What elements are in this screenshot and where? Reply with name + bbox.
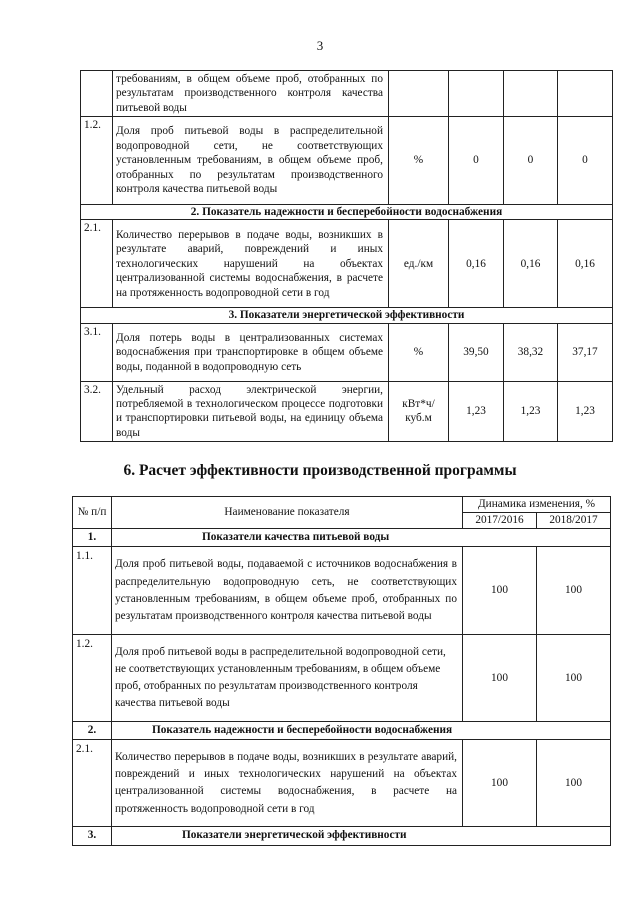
row-number: 1.2. — [73, 635, 112, 722]
row-value-2: 100 — [537, 547, 611, 635]
section-heading: Показатели качества питьевой воды — [112, 529, 611, 547]
row-unit: ед./км — [389, 220, 449, 308]
row-number: 1.2. — [81, 117, 113, 205]
section-row — [73, 722, 611, 740]
section-number: 2. — [73, 722, 112, 740]
section-heading: Показатели энергетической эффективности — [112, 827, 611, 845]
row-number: 3.1. — [81, 323, 113, 381]
row-value-2: 100 — [537, 740, 611, 827]
table-row — [73, 740, 611, 827]
row-value-2: 38,32 — [504, 323, 558, 381]
row-value-1: 100 — [463, 635, 537, 722]
row-number: 2.1. — [73, 740, 112, 827]
section-number: 3. — [73, 827, 112, 845]
row-unit: % — [389, 323, 449, 381]
row-description: Доля проб питьевой воды в распределительной водопроводной сети, не соответствующих установленным требованиям, в общем объеме проб, отобранных по результатам производственного контроля качества питьевой воды — [112, 635, 463, 722]
page-number: 3 — [316, 38, 324, 53]
table-row — [81, 220, 613, 308]
row-value-1: 1,23 — [449, 381, 504, 441]
row-number: 2.1. — [81, 220, 113, 308]
section-heading: 2. Показатель надежности и бесперебойности водоснабжения — [81, 205, 613, 220]
row-unit: % — [389, 117, 449, 205]
table-row — [73, 635, 611, 722]
row-unit: кВт*ч/ куб.м — [389, 381, 449, 441]
section-row — [81, 308, 613, 323]
row-value-2: 0 — [504, 117, 558, 205]
section-title: 6. Расчет эффективности производственной программы — [123, 462, 517, 479]
row-number: 1.1. — [73, 547, 112, 635]
row-description: Количество перерывов в подаче воды, возникших в результате аварий, повреждений и иных технологических нарушений на объектах централизованной системы водоснабжения, в расчете на протяженность водопроводной сети в год — [113, 220, 389, 308]
row-value-2: 100 — [537, 635, 611, 722]
row-number — [81, 71, 113, 117]
row-number: 3.2. — [81, 381, 113, 441]
row-value-3 — [558, 71, 613, 117]
table-row — [81, 71, 613, 117]
header-year-2: 2018/2017 — [537, 513, 611, 529]
section-row — [73, 827, 611, 845]
table-row — [81, 381, 613, 441]
row-value-1: 39,50 — [449, 323, 504, 381]
row-value-1: 100 — [463, 740, 537, 827]
section-row — [81, 205, 613, 220]
row-description: Доля потерь воды в централизованных системах водоснабжения при транспортировке в общем объеме воды, поданной в водопроводную сеть — [113, 323, 389, 381]
row-value-2 — [504, 71, 558, 117]
row-value-1 — [449, 71, 504, 117]
header-num: № п/п — [73, 497, 112, 529]
row-value-3: 1,23 — [558, 381, 613, 441]
header-row — [73, 497, 611, 513]
section-row — [73, 529, 611, 547]
section-heading: Показатель надежности и бесперебойности водоснабжения — [112, 722, 611, 740]
row-value-1: 0,16 — [449, 220, 504, 308]
table-row — [81, 117, 613, 205]
row-description: Удельный расход электрической энергии, потребляемой в технологическом процессе подготовки и транспортировки питьевой воды, на единицу объема воды — [113, 381, 389, 441]
row-value-1: 100 — [463, 547, 537, 635]
header-name: Наименование показателя — [112, 497, 463, 529]
row-value-2: 0,16 — [504, 220, 558, 308]
table-row — [73, 547, 611, 635]
row-description: Доля проб питьевой воды, подаваемой с источников водоснабжения в распределительную водопроводную сеть, не соответствующих установленным требованиям, в общем объеме проб, отобранных по результатам производственного контроля качества питьевой воды — [112, 547, 463, 635]
header-year-1: 2017/2016 — [463, 513, 537, 529]
row-value-1: 0 — [449, 117, 504, 205]
indicators-table — [80, 70, 613, 442]
row-value-3: 0 — [558, 117, 613, 205]
row-value-3: 0,16 — [558, 220, 613, 308]
row-description: требованиям, в общем объеме проб, отобранных по результатам производственного контроля качества питьевой воды — [113, 71, 389, 117]
row-unit — [389, 71, 449, 117]
table-row — [81, 323, 613, 381]
row-value-2: 1,23 — [504, 381, 558, 441]
header-dynamics: Динамика изменения, % — [463, 497, 611, 513]
row-value-3: 37,17 — [558, 323, 613, 381]
row-description: Количество перерывов в подаче воды, возникших в результате аварий, повреждений и иных технологических нарушений на объектах централизованной системы водоснабжения, в расчете на протяженность водопроводной сети в год — [112, 740, 463, 827]
row-description: Доля проб питьевой воды в распределительной водопроводной сети, не соответствующих установленным требованиям, в общем объеме проб, отобранных по результатам производственного контроля качества питьевой воды — [113, 117, 389, 205]
section-heading: 3. Показатели энергетической эффективности — [81, 308, 613, 323]
efficiency-table — [72, 496, 611, 846]
section-number: 1. — [73, 529, 112, 547]
